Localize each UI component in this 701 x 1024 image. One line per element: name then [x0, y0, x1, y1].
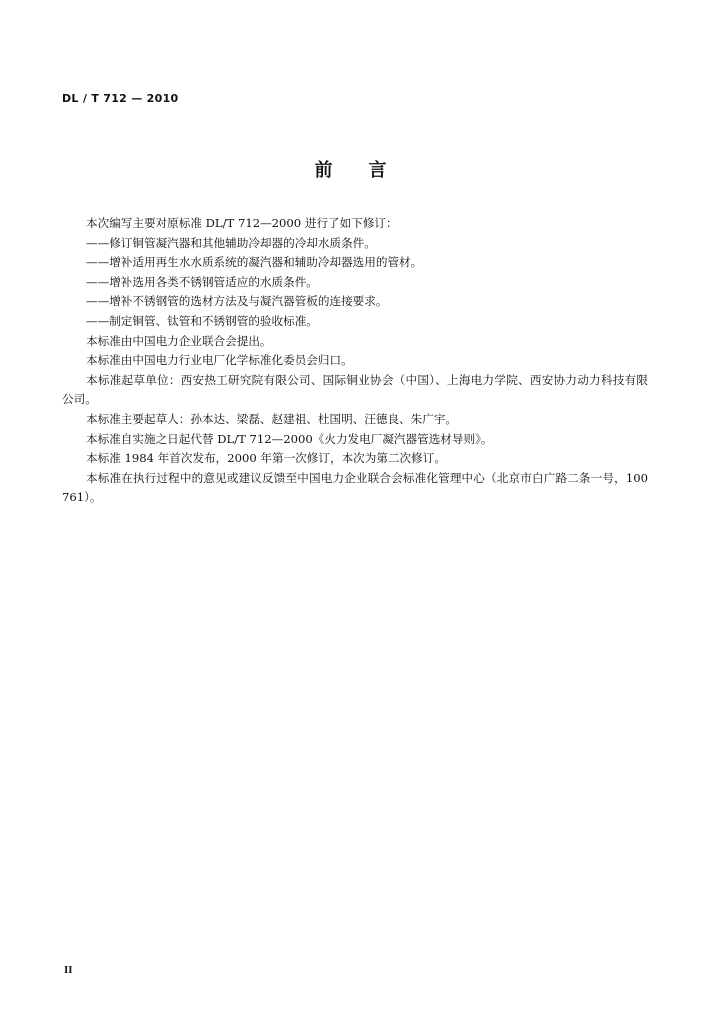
paragraph-replacement: 本标准自实施之日起代替 DL/T 712—2000《火力发电厂凝汽器管选材导则》。: [86, 431, 493, 446]
standard-code-header: DL / T 712 — 2010: [62, 92, 179, 105]
paragraph-revision-item-2: ——增补适用再生水水质系统的凝汽器和辅助冷却器选用的管材。: [86, 255, 423, 270]
paragraph-proposer: 本标准由中国电力企业联合会提出。: [86, 333, 272, 348]
paragraph-committee: 本标准由中国电力行业电厂化学标准化委员会归口。: [86, 353, 353, 368]
paragraph-revision-intro: 本次编写主要对原标准 DL/T 712—2000 进行了如下修订：: [86, 216, 398, 230]
paragraph-drafters: 本标准主要起草人：孙本达、梁磊、赵建祖、杜国明、汪德良、朱广宇。: [86, 411, 458, 426]
paragraph-history: 本标准 1984 年首次发布，2000 年第一次修订，本次为第二次修订。: [86, 451, 446, 466]
paragraph-feedback: 本标准在执行过程中的意见或建议反馈至中国电力企业联合会标准化管理中心（北京市白广路二条一号，100761）。: [62, 470, 648, 505]
paragraph-revision-item-4: ——增补不锈钢管的选材方法及与凝汽器管板的连接要求。: [86, 294, 388, 309]
page-number: II: [64, 964, 73, 976]
paragraph-drafting-units: 本标准起草单位：西安热工研究院有限公司、国际铜业协会（中国）、上海电力学院、西安协力动力科技有限公司。: [62, 372, 648, 407]
paragraph-revision-item-1: ——修订铜管凝汽器和其他辅助冷却器的冷却水质条件。: [86, 235, 376, 250]
foreword-body: [62, 214, 648, 508]
page-title: 前言: [314, 160, 423, 181]
paragraph-revision-item-5: ——制定铜管、钛管和不锈钢管的验收标准。: [86, 313, 318, 328]
paragraph-revision-item-3: ——增补选用各类不锈钢管适应的水质条件。: [86, 274, 318, 289]
